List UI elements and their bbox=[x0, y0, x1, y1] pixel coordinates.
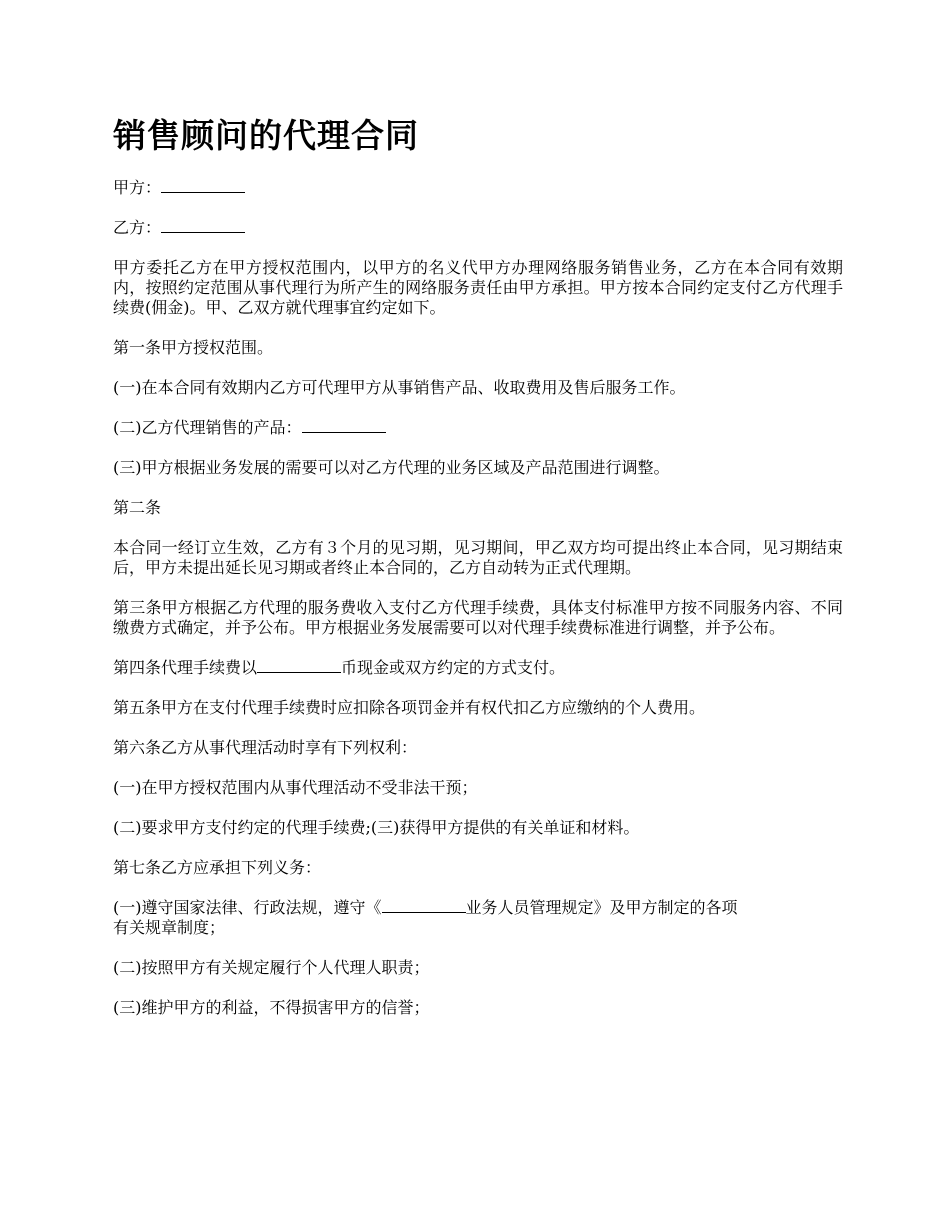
regulation-blank bbox=[382, 898, 466, 913]
article-1-item-2-text: (二)乙方代理销售的产品： bbox=[113, 418, 302, 437]
document-page bbox=[113, 112, 843, 1038]
article-4-text-after: 币现金或双方约定的方式支付。 bbox=[341, 658, 566, 677]
article-7-item-1 bbox=[113, 898, 843, 938]
article-6-item-1: (一)在甲方授权范围内从事代理活动不受非法干预； bbox=[113, 778, 478, 797]
article-7-item-1-after: 业务人员管理规定》及甲方制定的各项 bbox=[465, 898, 738, 917]
document-title: 销售顾问的代理合同 bbox=[113, 116, 419, 155]
article-1-item-3: (三)甲方根据业务发展的需要可以对乙方代理的业务区域及产品范围进行调整。 bbox=[113, 458, 670, 477]
article-1-item-2 bbox=[113, 418, 843, 438]
article-7-title: 第七条乙方应承担下列义务： bbox=[113, 858, 322, 877]
intro-paragraph: 甲方委托乙方在甲方授权范围内，以甲方的名义代甲方办理网络服务销售业务，乙方在本合同有效期内，按照约定范围从事代理行为所产生的网络服务责任由甲方承担。甲方按本合同约定支付乙方代理手续费(佣金)。甲、乙双方就代理事宜约定如下。 bbox=[113, 258, 843, 317]
article-5: 第五条甲方在支付代理手续费时应扣除各项罚金并有权代扣乙方应缴纳的个人费用。 bbox=[113, 698, 706, 717]
article-2-title: 第二条 bbox=[113, 498, 162, 517]
party-a-blank bbox=[161, 178, 245, 193]
party-a-line bbox=[113, 178, 843, 198]
party-b-line bbox=[113, 218, 843, 238]
article-4 bbox=[113, 658, 843, 678]
article-7-item-2: (二)按照甲方有关规定履行个人代理人职责； bbox=[113, 958, 430, 977]
article-1-item-1: (一)在本合同有效期内乙方可代理甲方从事销售产品、收取费用及售后服务工作。 bbox=[113, 378, 686, 397]
article-7-item-1-before: (一)遵守国家法律、行政法规，遵守《 bbox=[113, 898, 382, 917]
article-7-item-1-line-2: 有关规章制度； bbox=[113, 918, 226, 937]
article-6-title: 第六条乙方从事代理活动时享有下列权利： bbox=[113, 738, 418, 757]
article-3: 第三条甲方根据乙方代理的服务费收入支付乙方代理手续费，具体支付标准甲方按不同服务内容、不同缴费方式确定，并予公布。甲方根据业务发展需要可以对代理手续费标准进行调整，并予公布。 bbox=[113, 598, 843, 637]
party-b-blank bbox=[161, 218, 245, 233]
article-4-text-before: 第四条代理手续费以 bbox=[113, 658, 258, 677]
article-6-item-2: (二)要求甲方支付约定的代理手续费;(三)获得甲方提供的有关单证和材料。 bbox=[113, 818, 640, 837]
article-1-title: 第一条甲方授权范围。 bbox=[113, 338, 274, 357]
article-2-body: 本合同一经订立生效，乙方有３个月的见习期，见习期间，甲乙双方均可提出终止本合同，见习期结束后，甲方未提出延长见习期或者终止本合同的，乙方自动转为正式代理期。 bbox=[113, 538, 843, 577]
currency-blank bbox=[257, 658, 341, 673]
party-b-label: 乙方： bbox=[113, 218, 162, 237]
product-blank bbox=[302, 418, 386, 433]
party-a-label: 甲方： bbox=[113, 178, 162, 197]
article-7-item-3: (三)维护甲方的利益，不得损害甲方的信誉； bbox=[113, 998, 430, 1017]
